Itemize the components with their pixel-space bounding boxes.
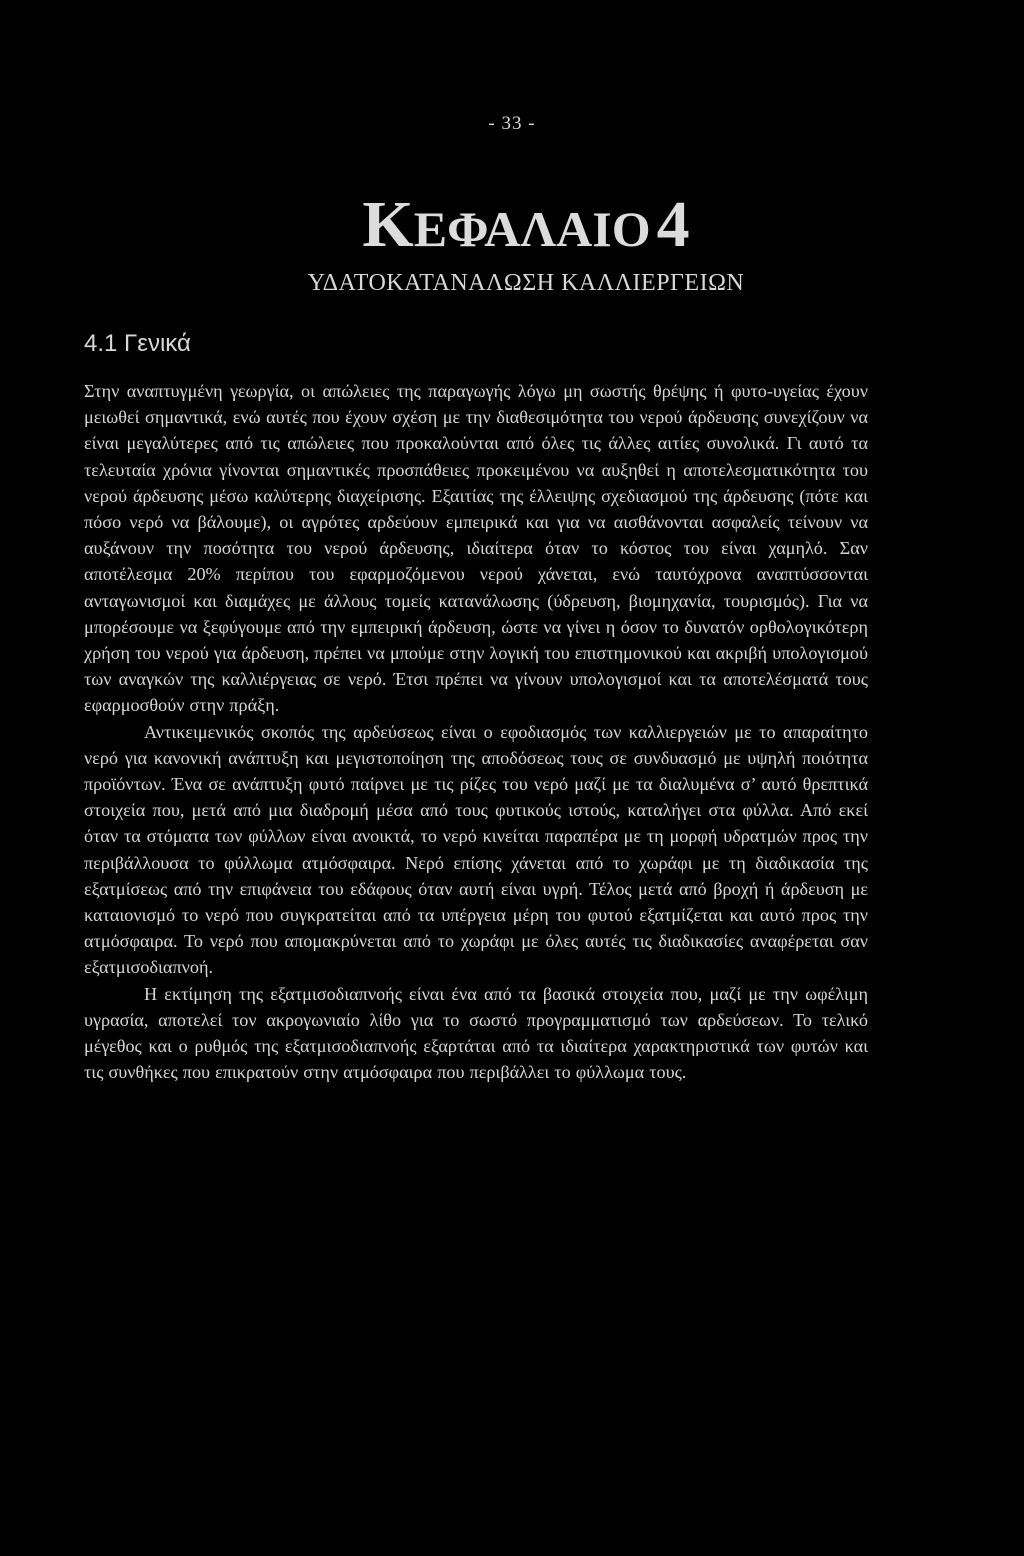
paragraph: Η εκτίμηση της εξατμισοδιαπνοής είναι ένα από τα βασικά στοιχεία που, μαζί με την ωφέλιμη υγρασία, αποτελεί τον ακρογωνιαίο λίθο για το σωστό προγραμματισμό των αρδεύσεων. Το τελικό μέγεθος και ο ρυθμός της εξατμισοδιαπνοής εξαρτάται από τα ιδιαίτερα χαρακτηριστικά των φυτών και τις συνθήκες που επικρατούν στην ατμόσφαιρα που περιβάλλει το φύλλωμα τους. bbox=[84, 983, 868, 1083]
chapter-title bbox=[0, 188, 1024, 261]
section-heading: 4.1 Γενικά bbox=[84, 330, 191, 357]
chapter-title-rest: ΕΦΑΛΑΙΟ bbox=[413, 201, 651, 257]
page-number: - 33 - bbox=[488, 113, 536, 134]
chapter-number: 4 bbox=[656, 188, 690, 261]
chapter-title-initial: Κ bbox=[362, 188, 414, 261]
chapter-subtitle: ΥΔΑΤΟΚΑΤΑΝΑΛΩΣΗ ΚΑΛΛΙΕΡΓΕΙΩΝ bbox=[307, 270, 745, 296]
body-text bbox=[84, 378, 868, 1085]
paragraph: Αντικειμενικός σκοπός της αρδεύσεως είναι ο εφοδιασμός των καλλιεργειών με το απαραίτητο νερό για κανονική ανάπτυξη και μεγιστοποίηση της αποδόσεως τους σε συνδυασμό με υψηλή ποιότητα προϊόντων. Ένα σε ανάπτυξη φυτό παίρνει με τις ρίζες του νερό μαζί με τα διαλυμένα σ’ αυτό θρεπτικά στοιχεία που, μετά από μια διαδρομή μέσα από τους φυτικούς ιστούς, καταλήγει στα φύλλα. Από εκεί όταν τα στόματα των φύλλων είναι ανοικτά, το νερό κινείται παραπέρα με τη μορφή υδρατμών προς την περιβάλλουσα το φύλλωμα ατμόσφαιρα. Νερό επίσης χάνεται από το χωράφι με τη διαδικασία της εξατμίσεως από την επιφάνεια του εδάφους όταν αυτή είναι υγρή. Τέλος μετά από βροχή ή άρδευση με καταιονισμό το νερό που συγκρατείται από τα υπέργεια μέρη του φυτού εξατμίζεται και αυτό προς την ατμόσφαιρα. Το νερό που απομακρύνεται από το χωράφι με όλες αυτές τις διαδικασίες αναφέρεται σαν εξατμισοδιαπνοή. bbox=[84, 721, 868, 978]
paragraph: Στην αναπτυγμένη γεωργία, οι απώλειες της παραγωγής λόγω μη σωστής θρέψης ή φυτο-υγείας έχουν μειωθεί σημαντικά, ενώ αυτές που έχουν σχέση με την διαθεσιμότητα του νερού άρδευσης συνεχίζουν να είναι μεγαλύτερες από τις απώλειες που προκαλούνται από όλες τις άλλες αιτίες συνολικά. Γι αυτό τα τελευταία χρόνια γίνονται σημαντικές προσπάθειες προκειμένου να αυξηθεί η αποτελεσματικότητα του νερού άρδευσης μέσω καλύτερης διαχείρισης. Εξαιτίας της έλλειψης σχεδιασμού της άρδευσης (πότε και πόσο νερό να βάλουμε), οι αγρότες αρδεύουν εμπειρικά και για να αισθάνονται ασφαλείς τείνουν να αυξάνουν την ποσότητα του νερού άρδευσης, ιδιαίτερα όταν το κόστος του είναι χαμηλό. Σαν αποτέλεσμα 20% περίπου του εφαρμοζόμενου νερού χάνεται, ενώ ταυτόχρονα αναπτύσσονται ανταγωνισμοί και διαμάχες με άλλους τομείς κατανάλωσης (ύδρευση, βιομηχανία, τουρισμός). Για να μπορέσουμε να ξεφύγουμε από την εμπειρική άρδευση, ώστε να γίνει η όσον το δυνατόν ορθολογικότερη χρήση του νερού για άρδευση, πρέπει να μπούμε στην λογική του επιστημονικού και ακριβή υπολογισμού των αναγκών της καλλιέργειας σε νερό. Έτσι πρέπει να γίνουν υπολογισμοί και τα αποτελέσματά τους εφαρμοσθούν στην πράξη. bbox=[84, 381, 868, 716]
